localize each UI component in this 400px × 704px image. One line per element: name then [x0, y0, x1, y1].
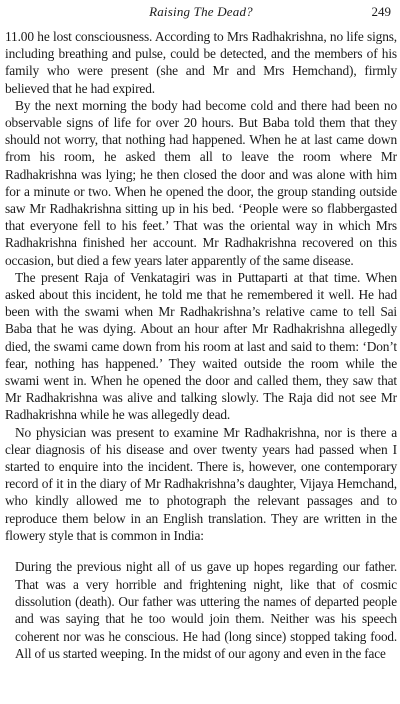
paragraph-continuation: 11.00 he lost consciousness. According to Mrs Radhakrishna, no life signs, including breathing and pulse, could be detected, and the members of his family who were present (she and Mr and Mrs Hemchand), firmly believed that he had expired.: [5, 29, 397, 96]
body-text: [5, 28, 397, 544]
running-header: [5, 4, 397, 28]
running-title: Raising The Dead?: [149, 4, 253, 19]
paragraph: By the next morning the body had become cold and there had been no observable signs of life for over 20 hours. But Baba told them that they should not worry, that nothing had happened. When he at last came down from his room, he asked them all to leave the room where Mr Radhakrishna was lying; he then closed the door and was alone with him for a minute or two. When he opened the door, the group standing outside saw Mr Radhakrishna sitting up in his bed. ‘People were so flabbergasted that everyone fell to his feet.’ That was the oriental way in which Mrs Radhakrishna finished her account. Mr Radhakrishna recovered on this occasion, but died a few years later apparently of the same disease.: [5, 97, 397, 268]
page-number: 249: [371, 4, 391, 19]
paragraph: No physician was present to examine Mr Radhakrishna, nor is there a clear diagnosis of his disease and over twenty years had passed when I started to enquire into the incident. There is, however, one contemporary record of it in the diary of Mr Radhakrishna’s daughter, Vijaya Hemchand, who kindly allowed me to photograph the relevant passages and to reproduce them below in an English translation. They are written in the flowery style that is common in India:: [5, 424, 397, 543]
paragraph: The present Raja of Venkatagiri was in Puttaparti at that time. When asked about this incident, he told me that he remembered it well. He had been with the swami when Mr Radhakrishna’s relative came to tell Sai Baba that he was dying. About an hour after Mr Radhakrishna allegedly died, the swami came down from his room at last and said to them: ‘Don’t fear, nothing has happened.’ They waited outside the room while the swami went in. When he opened the door and called them, they saw that Mr Radhakrishna was alive and talking slowly. The Raja did not see Mr Radhakrishna while he was allegedly dead.: [5, 269, 397, 423]
block-quote: [15, 558, 397, 662]
quote-text: During the previous night all of us gave up hopes regarding our father. That was a very horrible and frightening night, like that of cosmic dissolution (death). Our father was uttering the names of departed people and was saying that he too would join them. Neither was his speech coherent nor was he conscious. He had (long since) stopped taking food. All of us started weeping. In the midst of our agony and even in the face: [15, 559, 397, 662]
book-page: [5, 0, 397, 704]
